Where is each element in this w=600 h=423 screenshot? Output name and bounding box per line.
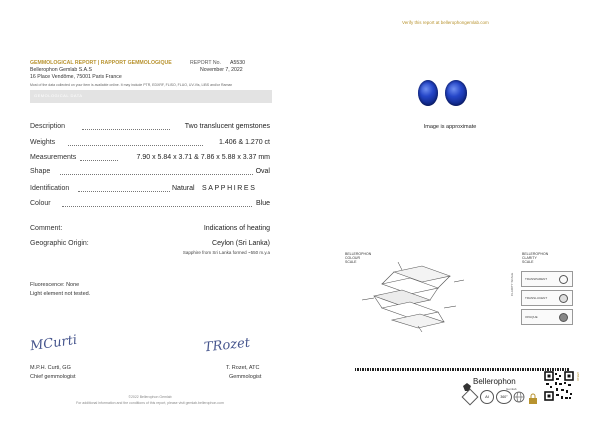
fluorescence: Fluorescence: None (30, 282, 80, 288)
clarity-side-label: CLARITY SCALE (510, 272, 514, 296)
brand-name: Bellerophon (473, 377, 516, 386)
clarity-row-label: TRANSLUCENT (525, 296, 548, 300)
signer-name-1: M.P.H. Curti, GG (30, 365, 71, 371)
lock-icon (528, 391, 538, 402)
header-bar-text: GEMOLOGICAL DATA (34, 93, 83, 98)
field-value-measurements: 7.90 x 5.84 x 3.71 & 7.86 x 5.88 x 3.37 mm (136, 154, 270, 161)
clarity-scale-title (522, 252, 548, 265)
colour-scale-diagram (352, 262, 472, 340)
field-value-identification: Natural (172, 185, 195, 192)
translucent-icon (559, 294, 568, 303)
field-label-shape: Shape (30, 168, 51, 175)
brand-sub: Gemlab (506, 387, 517, 391)
origin-value: Ceylon (Sri Lanka) (212, 240, 270, 247)
footer-copyright: ©2022 Bellerophon Gemlab (128, 395, 172, 399)
colour-scale-title-2: COLOUR (345, 256, 360, 261)
360-view-icon: 360° (496, 390, 512, 404)
colour-scale-title-3: SCALE (345, 260, 357, 265)
header-bar (30, 90, 272, 103)
gem-cube-icon (462, 389, 479, 406)
comment-value: Indications of heating (203, 225, 270, 232)
report-title: GEMMOLOGICAL REPORT | RAPPORT GEMMOLOGIQUE (30, 60, 172, 66)
field-label-weights: Weights (30, 139, 56, 146)
qr-report-number: A5530 (576, 372, 580, 381)
image-caption: Image is approximate (423, 124, 477, 130)
qr-code[interactable] (544, 371, 574, 401)
dot-leader (62, 206, 252, 207)
signature-rozet: TRozet (203, 335, 251, 356)
transparent-icon (559, 275, 568, 284)
field-value-description: Two translucent gemstones (184, 123, 270, 130)
report-date: November 7, 2022 (200, 67, 243, 73)
company-address: 16 Place Vendôme, 75001 Paris France (30, 74, 122, 80)
report-number-label: REPORT No. (190, 60, 221, 66)
gem-image-2 (445, 80, 467, 106)
dot-leader (80, 160, 118, 161)
clarity-row-translucent (521, 290, 573, 306)
dot-leader (68, 145, 203, 146)
report-number: A5530 (230, 60, 246, 66)
field-value-species: SAPPHIRES (202, 185, 257, 192)
origin-note: Sapphire from Sri Lanka formed ~550 m.y.a (182, 250, 270, 255)
field-label-measurements: Measurements (30, 154, 77, 161)
barcode-strip (355, 368, 569, 371)
signer-name-2: T. Rozet, ATC (226, 365, 260, 371)
comment-label: Comment: (30, 225, 63, 232)
data-note: Most of the data collected on your item is available online. It may include PTR, EDXRF, FLISO, FLUO, UV-Vis, LIBS and/or Raman (30, 83, 233, 87)
ai-badge-icon: AI (480, 390, 494, 404)
bellerophon-logo-icon (463, 378, 471, 386)
globe-icon (513, 390, 525, 402)
signer-title-1: Chief gemmologist (30, 374, 76, 380)
field-label-colour: Colour (30, 200, 51, 207)
field-value-shape: Oval (255, 168, 270, 175)
signer-title-2: Gemmologist (229, 374, 262, 380)
clarity-scale-title-3: SCALE (522, 260, 534, 265)
field-label-identification: Identification (30, 185, 70, 192)
dot-leader (60, 174, 253, 175)
dot-leader (82, 129, 170, 130)
clarity-scale-title-1: BELLEROPHON (522, 252, 549, 256)
opaque-icon (559, 313, 568, 322)
footer-info: For additional information and the conditions of this report, please visit gemlab.bellerophon.com (76, 401, 224, 405)
clarity-row-label: TRANSPARENT (525, 277, 548, 281)
origin-label: Geographic Origin: (30, 240, 89, 247)
signature-curti: MCurti (29, 332, 79, 355)
clarity-row-opaque (521, 309, 573, 325)
field-value-weights: 1.406 & 1.270 ct (219, 139, 270, 146)
dot-leader (78, 191, 170, 192)
company-name: Bellerophon Gemlab S.A.S (30, 67, 92, 73)
field-value-colour: Blue (255, 200, 270, 207)
clarity-scale-title-2: CLARITY (522, 256, 537, 261)
verify-link[interactable]: Verify this report at bellerophongemlab.com (402, 20, 489, 25)
gem-image-1 (418, 80, 438, 106)
clarity-row-transparent (521, 271, 573, 287)
field-label-description: Description (30, 123, 66, 130)
clarity-row-label: OPAQUE (525, 315, 538, 319)
light-element: Light element not tested. (30, 291, 91, 297)
colour-scale-title-1: BELLEROPHON (345, 252, 372, 256)
